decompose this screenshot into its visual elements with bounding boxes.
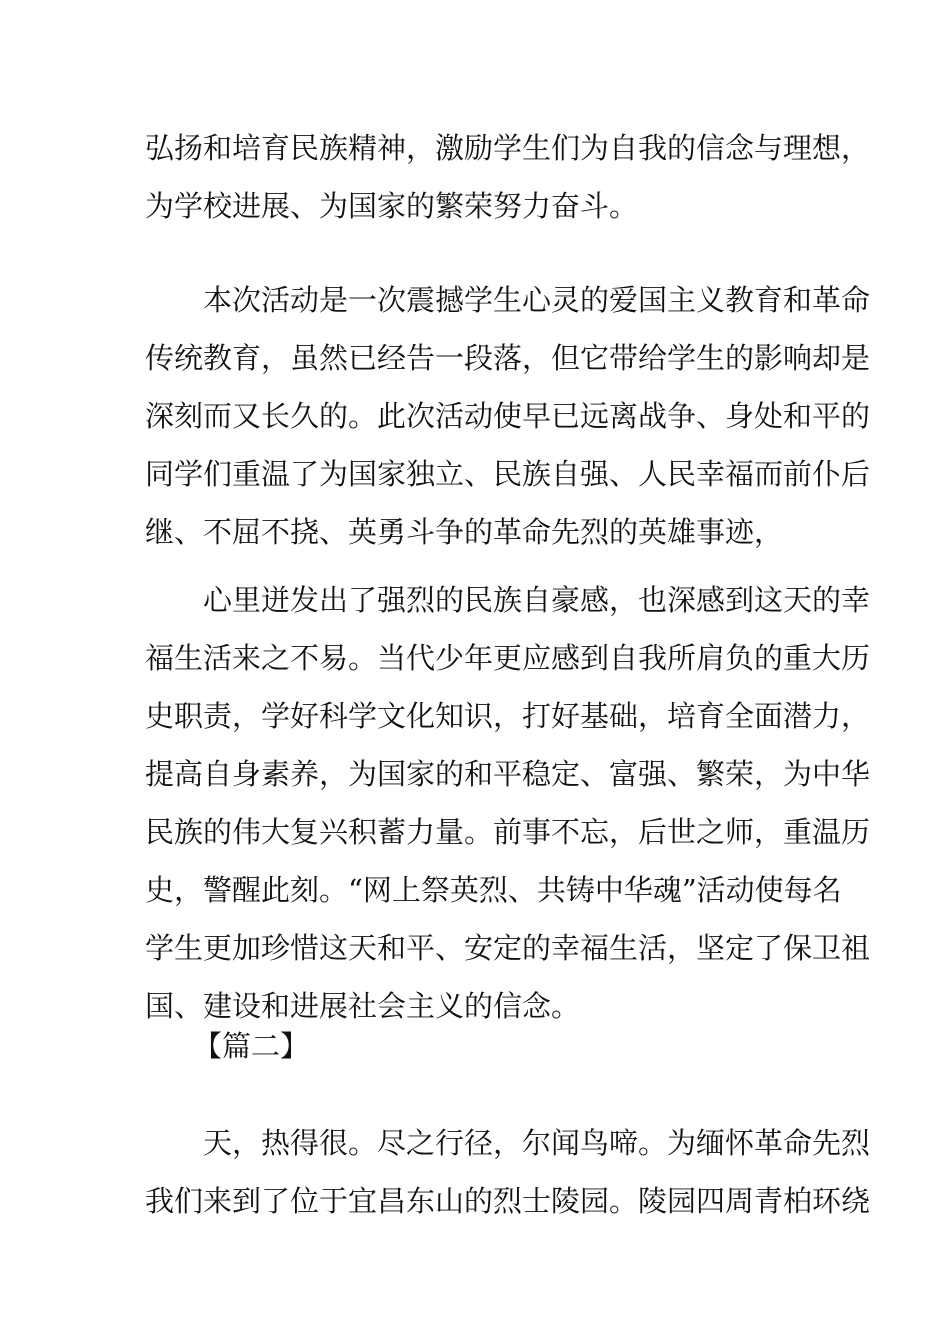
paragraph-line: 史职责，学好科学文化知识，打好基础，培育全面潜力，: [145, 699, 871, 733]
paragraph-line: 国、建设和进展社会主义的信念。: [145, 989, 581, 1023]
paragraph-2: [145, 271, 871, 561]
paragraph-line: 我们来到了位于宜昌东山的烈士陵园。陵园四周青柏环绕: [145, 1184, 871, 1218]
paragraph-line: 继、不屈不挠、英勇斗争的革命先烈的英雄事迹，: [145, 515, 784, 549]
section-heading: 【篇二】: [193, 1029, 310, 1063]
paragraph-line: 弘扬和培育民族精神，激励学生们为自我的信念与理想，: [145, 131, 871, 165]
paragraph-line: 本次活动是一次震撼学生心灵的爱国主义教育和革命: [145, 283, 871, 317]
paragraph-line: 为学校进展、为国家的繁荣努力奋斗。: [145, 189, 639, 223]
paragraph-3: [145, 571, 871, 1035]
paragraph-1: [145, 119, 871, 235]
paragraph-line: 民族的伟大复兴积蓄力量。前事不忘，后世之师，重温历: [145, 815, 871, 849]
paragraph-line: 深刻而又长久的。此次活动使早已远离战争、身处和平的: [145, 399, 871, 433]
paragraph-4: [145, 1114, 871, 1230]
paragraph-line: 史，警醒此刻。“网上祭英烈、共铸中华魂”活动使每名: [145, 873, 842, 907]
paragraph-line: 福生活来之不易。当代少年更应感到自我所肩负的重大历: [145, 641, 871, 675]
paragraph-line: 学生更加珍惜这天和平、安定的幸福生活，坚定了保卫祖: [145, 931, 871, 965]
paragraph-line: 提高自身素养，为国家的和平稳定、富强、繁荣，为中华: [145, 757, 871, 791]
paragraph-line: 心里迸发出了强烈的民族自豪感，也深感到这天的幸: [145, 583, 871, 617]
paragraph-line: 同学们重温了为国家独立、民族自强、人民幸福而前仆后: [145, 457, 871, 491]
paragraph-line: 传统教育，虽然已经告一段落，但它带给学生的影响却是: [145, 341, 871, 375]
paragraph-line: 天，热得很。尽之行径，尔闻鸟啼。为缅怀革命先烈: [145, 1126, 871, 1160]
